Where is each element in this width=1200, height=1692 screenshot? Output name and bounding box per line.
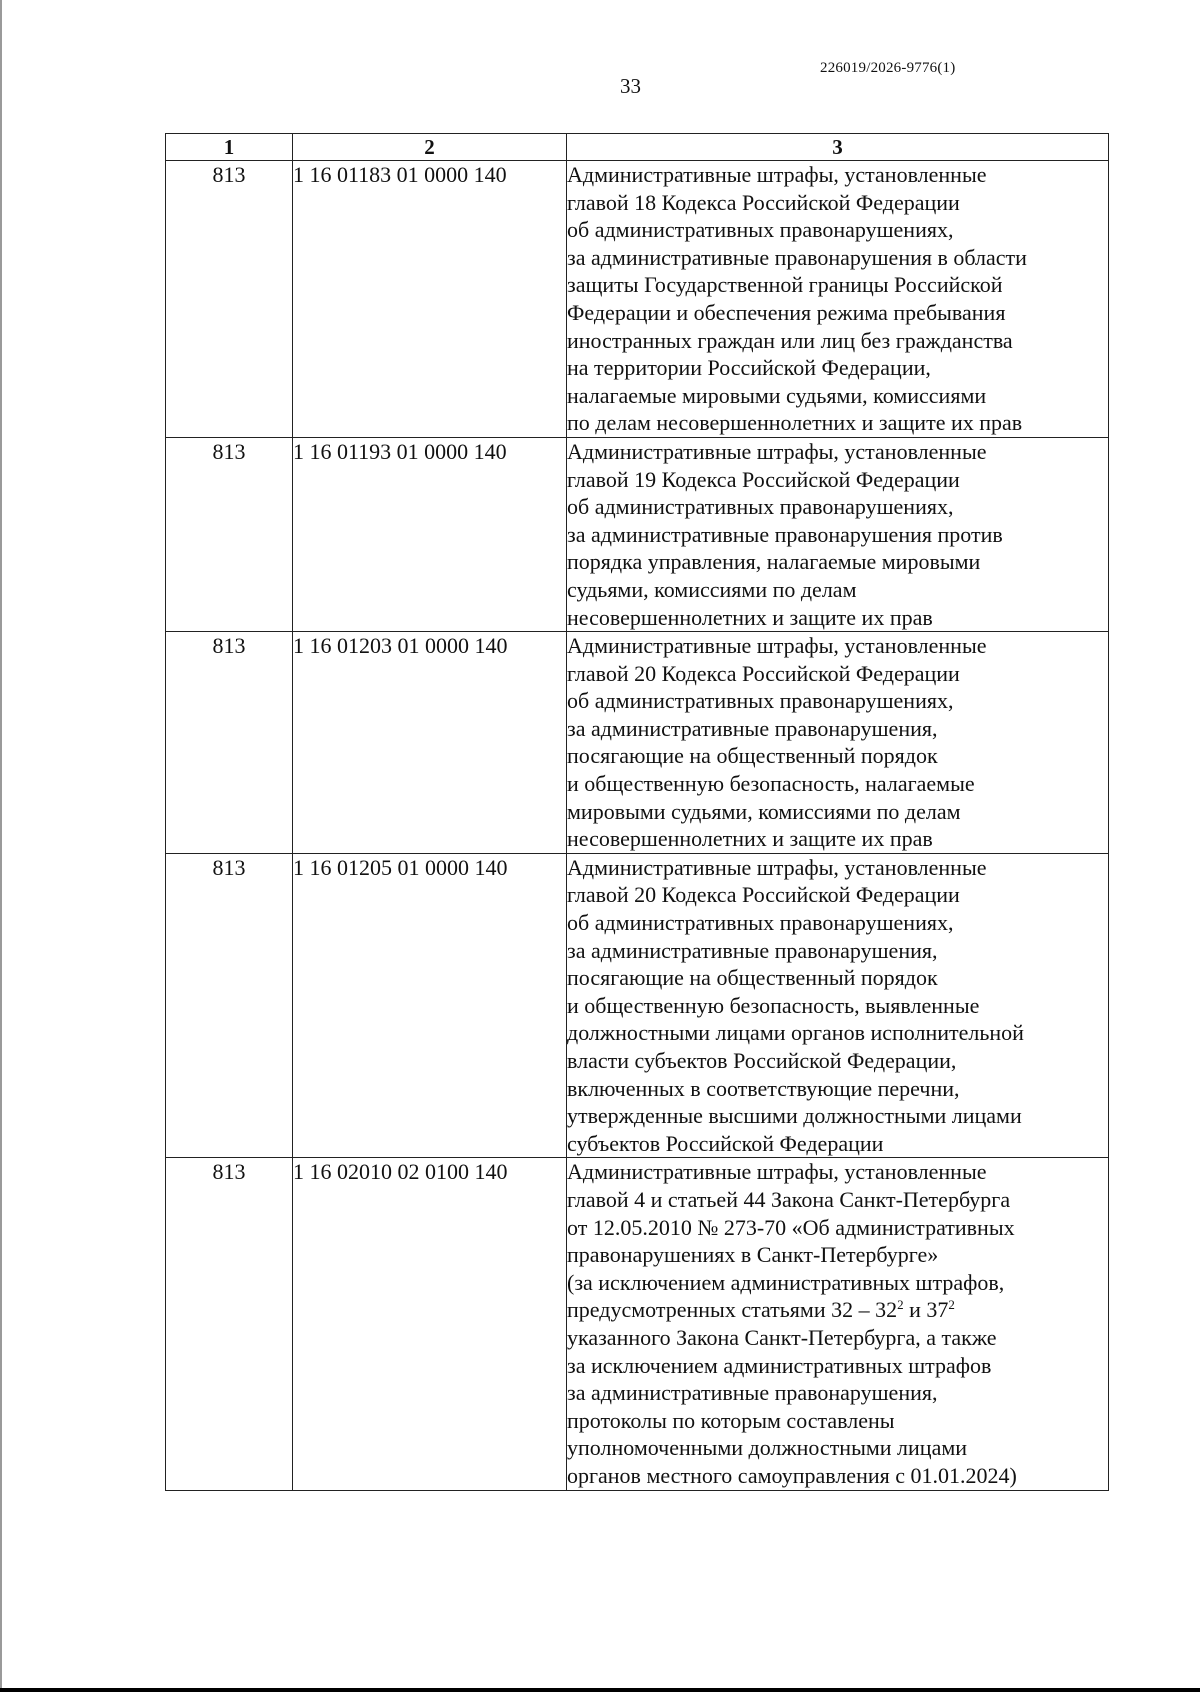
column-header-3: 3 [567, 134, 1109, 161]
scan-left-edge [0, 0, 2, 1692]
budget-classification-code: 1 16 01183 01 0000 140 [293, 161, 567, 438]
description-line: от 12.05.2010 № 273-70 «Об административных [567, 1214, 1015, 1240]
description-line: субъектов Российской Федерации [567, 1130, 884, 1156]
description-line: главой 18 Кодекса Российской Федерации [567, 189, 960, 215]
description-line: налагаемые мировыми судьями, комиссиями [567, 382, 987, 408]
description-line: посягающие на общественный порядок [567, 743, 938, 769]
description-line: за административные правонарушения, [567, 1380, 938, 1406]
income-codes-table [165, 133, 1109, 1491]
description-line: Административные штрафы, установленные [567, 854, 987, 880]
description-line: Административные штрафы, установленные [567, 438, 987, 464]
description-line: несовершеннолетних и защите их прав [567, 826, 933, 852]
description-line: за исключением административных штрафов [567, 1352, 992, 1378]
administrator-code: 813 [166, 632, 293, 854]
description-line: главой 19 Кодекса Российской Федерации [567, 466, 960, 492]
column-header-2: 2 [293, 134, 567, 161]
superscript-line-text-b: и 37 [903, 1297, 949, 1323]
table-row [166, 161, 1109, 438]
description-line: правонарушениях в Санкт-Петербурге» [567, 1242, 939, 1268]
description-line: главой 4 и статьей 44 Закона Санкт-Петербурга [567, 1186, 1011, 1212]
description-line: и общественную безопасность, выявленные [567, 992, 980, 1018]
income-description [567, 161, 1109, 438]
description-line: несовершеннолетних и защите их прав [567, 604, 933, 630]
description-line: за административные правонарушения против [567, 521, 1003, 547]
description-line: должностными лицами органов исполнительной [567, 1020, 1024, 1046]
administrator-code: 813 [166, 1158, 293, 1490]
income-description [567, 632, 1109, 854]
description-line: указанного Закона Санкт-Петербурга, а также [567, 1324, 997, 1350]
description-line: включенных в соответствующие перечни, [567, 1075, 960, 1101]
table-header-row [166, 134, 1109, 161]
description-line: Административные штрафы, установленные [567, 162, 987, 187]
description-line: (за исключением административных штрафов, [567, 1269, 1005, 1295]
superscript-line-text-a: предусмотренных статьями 32 – 32 [567, 1297, 898, 1323]
table-row [166, 632, 1109, 854]
column-header-1: 1 [166, 134, 293, 161]
description-line: защиты Государственной границы Российской [567, 272, 1003, 298]
description-line: об административных правонарушениях, [567, 217, 954, 243]
superscript-2: 2 [897, 1297, 904, 1313]
description-line: главой 20 Кодекса Российской Федерации [567, 660, 960, 686]
description-line: Административные штрафы, установленные [567, 633, 987, 659]
description-line: утвержденные высшими должностными лицами [567, 1103, 1022, 1129]
description-line: протоколы по которым составлены [567, 1407, 895, 1433]
description-line: на территории Российской Федерации, [567, 355, 931, 381]
description-line: порядка управления, налагаемые мировыми [567, 549, 981, 575]
description-line: иностранных граждан или лиц без гражданства [567, 327, 1013, 353]
income-description [567, 1158, 1109, 1490]
table-row [166, 1158, 1109, 1490]
page-number: 33 [620, 74, 641, 98]
administrator-code: 813 [166, 161, 293, 438]
administrator-code: 813 [166, 437, 293, 631]
document-number: 226019/2026-9776(1) [820, 60, 956, 76]
budget-classification-code: 1 16 01205 01 0000 140 [293, 853, 567, 1158]
income-description [567, 437, 1109, 631]
description-line: Административные штрафы, установленные [567, 1159, 987, 1185]
budget-classification-code: 1 16 01203 01 0000 140 [293, 632, 567, 854]
description-line: Федерации и обеспечения режима пребывания [567, 299, 1006, 325]
superscript-2: 2 [948, 1297, 955, 1313]
description-line: органов местного самоуправления с 01.01.2024) [567, 1462, 1017, 1488]
table-row [166, 853, 1109, 1158]
description-line: уполномоченными должностными лицами [567, 1435, 968, 1461]
description-line: главой 20 Кодекса Российской Федерации [567, 882, 960, 908]
description-line: за административные правонарушения, [567, 715, 938, 741]
description-line: и общественную безопасность, налагаемые [567, 771, 975, 797]
description-line: судьями, комиссиями по делам [567, 576, 857, 602]
description-line: об административных правонарушениях, [567, 494, 954, 520]
income-description [567, 853, 1109, 1158]
table-row [166, 437, 1109, 631]
description-line: об административных правонарушениях, [567, 688, 954, 714]
description-line: посягающие на общественный порядок [567, 965, 938, 991]
administrator-code: 813 [166, 853, 293, 1158]
description-line-with-superscripts [567, 1296, 1108, 1324]
description-line: за административные правонарушения, [567, 937, 938, 963]
description-line: за административные правонарушения в области [567, 244, 1027, 270]
budget-classification-code: 1 16 02010 02 0100 140 [293, 1158, 567, 1490]
scan-bottom-bar [0, 1688, 1200, 1692]
description-line: по делам несовершеннолетних и защите их прав [567, 410, 1023, 436]
description-line: об административных правонарушениях, [567, 910, 954, 936]
budget-classification-code: 1 16 01193 01 0000 140 [293, 437, 567, 631]
description-line: власти субъектов Российской Федерации, [567, 1048, 957, 1073]
description-line: мировыми судьями, комиссиями по делам [567, 798, 961, 824]
